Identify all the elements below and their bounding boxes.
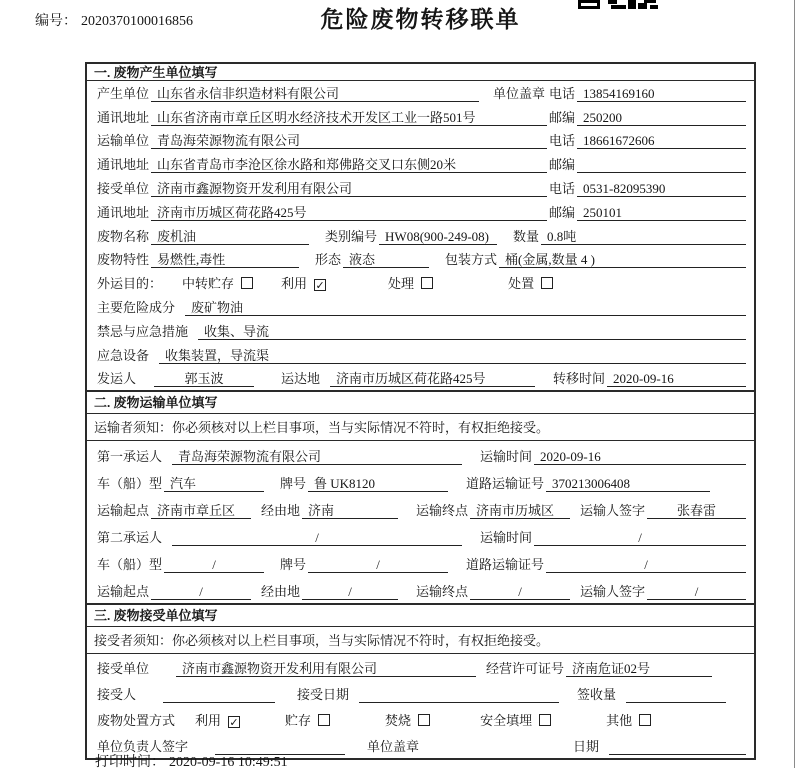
route2-start-value: / — [151, 583, 251, 600]
hazard-component-value: 废矿物油 — [185, 299, 746, 316]
plate-value: 鲁 UK8120 — [308, 475, 448, 492]
acceptor-row — [87, 680, 754, 706]
producer-value: 山东省永信非织造材料有限公司 — [151, 85, 479, 102]
dispatcher-value: 郭玉波 — [154, 370, 254, 387]
purpose-transfer-storage-label: 中转贮存 — [182, 276, 235, 292]
accept-date-label: 接受日期 — [297, 687, 350, 703]
dispatch-row — [87, 367, 754, 391]
disposal-landfill-checkbox — [539, 714, 551, 726]
transporter-value: 青岛海荣源物流有限公司 — [151, 132, 547, 149]
waste-character-row — [87, 248, 754, 272]
route-via-value: 济南 — [302, 502, 398, 519]
transporter-label: 运输单位 — [97, 133, 150, 149]
page-title: 危险废物转移联单 — [320, 7, 521, 32]
disposal-method-label: 废物处置方式 — [97, 713, 176, 729]
section1-heading: 一. 废物产生单位填写 — [87, 64, 754, 81]
disposal-other-label: 其他 — [606, 713, 633, 729]
purpose-transfer-storage-checkbox — [241, 277, 253, 289]
disposal-other-checkbox — [639, 714, 651, 726]
acceptor-value — [163, 686, 275, 703]
purpose-dispose-option — [508, 275, 553, 292]
accept-date-value — [359, 686, 559, 703]
purpose-utilize-option — [281, 275, 326, 292]
section2-heading: 二. 废物运输单位填写 — [87, 390, 754, 414]
second-carrier-value: / — [172, 529, 462, 546]
transport-time2-label: 运输时间 — [480, 530, 533, 546]
transport-time2-value: / — [534, 529, 746, 546]
receiver-zip-value: 250101 — [577, 204, 746, 221]
producer-phone-label: 电话 — [549, 85, 576, 101]
accepting-unit-label: 接受单位 — [97, 661, 150, 677]
disposal-incinerate-option — [385, 712, 430, 729]
first-carrier-label: 第一承运人 — [97, 449, 163, 465]
waste-category-value: HW08(900-249-08) — [379, 228, 497, 245]
disposal-landfill-label: 安全填埋 — [480, 713, 533, 729]
receiver-phone-value: 0531-82095390 — [577, 180, 746, 197]
transporter-address-value: 山东省青岛市李沧区徐水路和郑佛路交叉口东侧20米 — [151, 156, 547, 173]
transporter-zip-value — [577, 156, 746, 173]
emergency-equipment-value: 收集装置，导流渠 — [159, 347, 746, 364]
transfer-time-label: 转移时间 — [553, 371, 606, 387]
road-permit2-label: 道路运输证号 — [466, 557, 545, 573]
producer-address-label: 通讯地址 — [97, 109, 150, 125]
transfer-time-value: 2020-09-16 — [607, 370, 746, 387]
packing-value: 桶(金属,数量 4 ) — [499, 251, 746, 268]
disposal-storage-option — [285, 712, 330, 729]
signed-amount-value — [626, 686, 726, 703]
accepting-unit-value: 济南市鑫源物资开发利用有限公司 — [176, 660, 476, 677]
seal-date-value — [609, 738, 746, 755]
producer-zip-value: 250200 — [577, 109, 746, 126]
route-via-label: 经由地 — [261, 503, 301, 519]
disposal-storage-label: 贮存 — [285, 713, 312, 729]
receiver-address-label: 通讯地址 — [97, 204, 150, 220]
manifest-form — [85, 62, 756, 760]
transporter-phone-value: 18661672606 — [577, 132, 746, 149]
route2-end-label: 运输终点 — [416, 584, 469, 600]
receiver-phone-label: 电话 — [549, 180, 576, 196]
transporter-notice: 运输者须知：你必须核对以上栏目事项，当与实际情况不符时，有权拒绝接受。 — [87, 414, 754, 441]
disposal-method-row — [87, 706, 754, 732]
waste-form-label: 形态 — [315, 252, 342, 268]
vehicle-type2-label: 车（船）型 — [97, 557, 163, 573]
receiver-notice: 接受者须知：你必须核对以上栏目事项，当与实际情况不符时，有权拒绝接受。 — [87, 627, 754, 654]
disposal-other-option — [606, 712, 651, 729]
transport-time-value: 2020-09-16 — [534, 448, 746, 465]
carrier2-signature-label: 运输人签字 — [580, 584, 646, 600]
waste-qty-value: 0.8吨 — [541, 228, 746, 245]
serial-value: 2020370100016856 — [81, 14, 193, 29]
destination-label: 运达地 — [281, 371, 321, 387]
packing-label: 包装方式 — [445, 252, 498, 268]
waste-name-value: 废机油 — [151, 228, 309, 245]
signed-amount-label: 签收量 — [577, 687, 617, 703]
road-permit2-value: / — [546, 556, 746, 573]
taboo-measures-label: 禁忌与应急措施 — [97, 323, 189, 339]
destination-value: 济南市历城区荷花路425号 — [330, 370, 535, 387]
producer-address-value: 山东省济南市章丘区明水经济技术开发区工业一路501号 — [151, 109, 547, 126]
transporter-address-row — [87, 152, 754, 176]
hazard-component-row — [87, 295, 754, 319]
license-label: 经营许可证号 — [486, 661, 565, 677]
route2-start-label: 运输起点 — [97, 584, 150, 600]
plate2-label: 牌号 — [280, 557, 307, 573]
seal-date-label: 日期 — [573, 739, 600, 755]
plate-label: 牌号 — [280, 476, 307, 492]
responsible-signature-label: 单位负责人签字 — [97, 739, 189, 755]
unit-seal-label: 单位盖章 — [367, 739, 420, 755]
route-end-value: 济南市历城区 — [470, 502, 570, 519]
transfer-purpose-row — [87, 271, 754, 295]
first-carrier-value: 青岛海荣源物流有限公司 — [172, 448, 462, 465]
producer-zip-label: 邮编 — [549, 109, 576, 125]
receiver-address-row — [87, 200, 754, 224]
transporter-zip-label: 邮编 — [549, 157, 576, 173]
purpose-utilize-label: 利用 — [281, 276, 308, 292]
second-carrier-label: 第二承运人 — [97, 530, 163, 546]
section3-heading: 三. 废物接受单位填写 — [87, 603, 754, 627]
road-permit-label: 道路运输证号 — [466, 476, 545, 492]
route2-via-value: / — [302, 583, 398, 600]
carrier-signature-value: 张春雷 — [647, 502, 746, 519]
waste-name-label: 废物名称 — [97, 228, 150, 244]
producer-seal-label: 单位盖章 — [492, 85, 545, 101]
disposal-utilize-checkbox: ✓ — [229, 716, 239, 730]
disposal-incinerate-checkbox — [418, 714, 430, 726]
vehicle-type-label: 车（船）型 — [97, 476, 163, 492]
receiver-row — [87, 176, 754, 200]
vehicle-row-2 — [87, 549, 754, 576]
disposal-landfill-option — [480, 712, 551, 729]
dispatcher-label: 发运人 — [97, 371, 137, 387]
producer-phone-value: 13854169160 — [577, 85, 746, 102]
route-end-label: 运输终点 — [416, 503, 469, 519]
plate2-value: / — [308, 556, 448, 573]
waste-character-label: 废物特性 — [97, 252, 150, 268]
transporter-row — [87, 129, 754, 153]
disposal-utilize-label: 利用 — [195, 713, 222, 729]
route-row-1 — [87, 495, 754, 522]
purpose-treat-option — [388, 275, 433, 292]
purpose-dispose-label: 处置 — [508, 276, 535, 292]
purpose-transfer-storage-option — [182, 275, 253, 292]
road-permit-value: 370213006408 — [546, 475, 710, 492]
producer-label: 产生单位 — [97, 85, 150, 101]
taboo-measures-row — [87, 319, 754, 343]
waste-character-value: 易燃性,毒性 — [151, 251, 299, 268]
accepting-unit-row — [87, 654, 754, 680]
receiver-value: 济南市鑫源物资开发利用有限公司 — [151, 180, 547, 197]
route-start-value: 济南市章丘区 — [151, 502, 251, 519]
waste-form-value: 液态 — [343, 251, 429, 268]
route2-end-value: / — [470, 583, 570, 600]
vehicle-type-value: 汽车 — [164, 475, 264, 492]
transfer-purpose-label: 外运目的： — [97, 276, 163, 292]
disposal-incinerate-label: 焚烧 — [385, 713, 412, 729]
second-carrier-row — [87, 522, 754, 549]
carrier2-signature-value: / — [647, 583, 746, 600]
vehicle-type2-value: / — [164, 556, 264, 573]
disposal-storage-checkbox — [318, 714, 330, 726]
transport-time-label: 运输时间 — [480, 449, 533, 465]
waste-qty-label: 数量 — [513, 228, 540, 244]
taboo-measures-value: 收集、导流 — [198, 323, 746, 340]
receiver-address-value: 济南市历城区荷花路425号 — [151, 204, 547, 221]
purpose-utilize-checkbox: ✓ — [315, 279, 325, 293]
route2-via-label: 经由地 — [261, 584, 301, 600]
emergency-equipment-row — [87, 343, 754, 367]
purpose-treat-label: 处理 — [388, 276, 415, 292]
print-time-label: 打印时间： — [95, 755, 165, 768]
waste-category-label: 类别编号 — [325, 228, 378, 244]
print-time — [95, 751, 288, 768]
carrier-signature-label: 运输人签字 — [580, 503, 646, 519]
purpose-dispose-checkbox — [541, 277, 553, 289]
scan-edge-line — [794, 0, 795, 768]
route-start-label: 运输起点 — [97, 503, 150, 519]
emergency-equipment-label: 应急设备 — [97, 347, 150, 363]
first-carrier-row — [87, 441, 754, 468]
vehicle-row-1 — [87, 468, 754, 495]
transporter-address-label: 通讯地址 — [97, 157, 150, 173]
acceptor-label: 接受人 — [97, 687, 137, 703]
transporter-phone-label: 电话 — [549, 133, 576, 149]
print-time-value: 2020-09-16 10:49:51 — [169, 755, 288, 768]
receiver-zip-label: 邮编 — [549, 204, 576, 220]
producer-address-row — [87, 105, 754, 129]
purpose-treat-checkbox — [421, 277, 433, 289]
receiver-label: 接受单位 — [97, 180, 150, 196]
waste-name-row — [87, 224, 754, 248]
route-row-2 — [87, 576, 754, 603]
hazard-component-label: 主要危险成分 — [97, 299, 176, 315]
disposal-utilize-option — [195, 712, 240, 729]
producer-row — [87, 81, 754, 105]
license-value: 济南危证02号 — [566, 660, 712, 677]
serial-label: 编号： — [35, 14, 77, 29]
